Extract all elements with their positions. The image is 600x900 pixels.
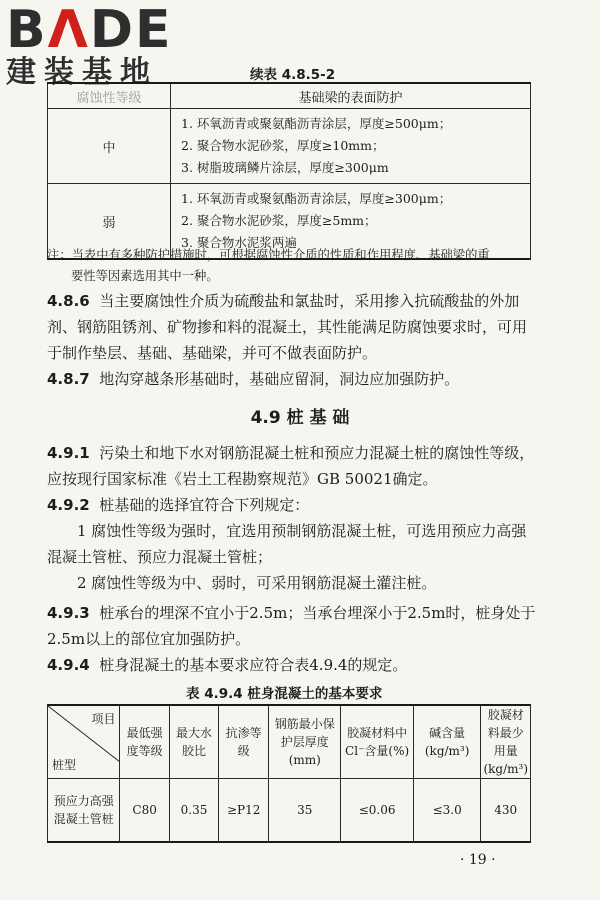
table-header-row	[48, 83, 531, 109]
clause-4-9-2-item-1: 1 腐蚀性等级为强时，宜选用预制钢筋混凝土桩，可选用预应力高强混凝土管桩、预应力混凝土管桩；	[47, 522, 527, 566]
header-min-binder: 胶凝材料最少用量(kg/m³)	[481, 705, 531, 779]
clause-text: 桩承台的埋深不宜小于2.5m；当承台埋深小于2.5m时，桩身处于2.5m以上的部位宜加强防护。	[47, 604, 536, 648]
logo-letter-b: B	[6, 0, 48, 60]
clause-text: 桩基础的选择宜符合下列规定：	[99, 496, 310, 514]
value-cell: 35	[269, 779, 341, 843]
header-max-wb-ratio: 最大水胶比	[169, 705, 218, 779]
clause-4-9-1	[47, 440, 539, 492]
clause-text: 污染土和地下水对钢筋混凝土桩和预应力混凝土桩的腐蚀性等级，应按现行国家标准《岩土工程勘察规范》GB 50021确定。	[47, 444, 535, 488]
list-item: 1. 环氧沥青或聚氨酯沥青涂层，厚度≥500μm；	[181, 116, 452, 131]
header-min-strength: 最低强度等级	[120, 705, 169, 779]
clause-4-8-6	[47, 288, 539, 366]
logo-letters-de: DE	[89, 0, 173, 60]
header-corrosion-level: 腐蚀性等级	[48, 83, 171, 109]
header-min-cover: 钢筋最小保护层厚度(mm)	[269, 705, 341, 779]
table-surface-protection	[47, 82, 531, 260]
clause-number: 4.8.6	[47, 292, 90, 310]
value-cell: ≤0.06	[341, 779, 413, 843]
clause-text: 当主要腐蚀性介质为硫酸盐和氯盐时，采用掺入抗硫酸盐的外加剂、钢筋阻锈剂、矿物掺和料的混凝土，其性能满足防腐蚀要求时，可用于制作垫层、基础、基础梁，并可不做表面防护。	[47, 292, 528, 362]
value-cell: C80	[120, 779, 169, 843]
clause-4-9-4	[47, 652, 539, 678]
corner-bottom-label: 桩型	[52, 758, 77, 772]
list-item: 3. 聚合物水泥浆两遍	[181, 235, 297, 250]
header-chloride: 胶凝材料中Cl⁻含量(%)	[341, 705, 413, 779]
table-row	[48, 109, 531, 184]
value-cell: ≥P12	[219, 779, 269, 843]
table1-note	[47, 245, 537, 287]
logo-subtitle: 建装基地	[6, 55, 158, 90]
list-item: 2. 聚合物水泥砂浆，厚度≥5mm；	[181, 213, 377, 228]
clause-text: 桩身混凝土的基本要求应符合表4.9.4的规定。	[99, 656, 408, 674]
clause-number: 4.9.2	[47, 496, 90, 514]
level-cell: 弱	[48, 184, 171, 260]
logo-letter-a: Λ	[47, 0, 90, 60]
clause-4-9-2	[47, 492, 539, 518]
header-impermeability: 抗渗等级	[219, 705, 269, 779]
clause-text: 地沟穿越条形基础时，基础应留洞，洞边应加强防护。	[99, 370, 460, 388]
value-cell: 0.35	[169, 779, 218, 843]
table-pile-concrete	[47, 704, 531, 843]
pile-type-cell: 预应力高强混凝土管桩	[48, 779, 120, 843]
clause-number: 4.9.1	[47, 444, 90, 462]
table2-caption: 表 4.9.4 桩身混凝土的基本要求	[186, 686, 383, 702]
items-cell	[171, 109, 531, 184]
list-item: 3. 树脂玻璃鳞片涂层，厚度≥300μm	[181, 160, 389, 175]
value-cell: 430	[481, 779, 531, 843]
clause-4-9-2-item-2: 2 腐蚀性等级为中、弱时，可采用钢筋混凝土灌注桩。	[77, 574, 437, 592]
table1-caption: 续表 4.8.5-2	[250, 67, 336, 83]
table-header-row	[48, 705, 531, 779]
list-item: 2. 聚合物水泥砂浆，厚度≥10mm；	[181, 138, 385, 153]
note-line-1: 注：当表中有多种防护措施时，可根据腐蚀性介质的性质和作用程度、基础梁的重	[47, 248, 490, 262]
clause-number: 4.9.3	[47, 604, 90, 622]
value-cell: ≤3.0	[413, 779, 481, 843]
level-cell: 中	[48, 109, 171, 184]
clause-number: 4.9.4	[47, 656, 90, 674]
section-title: 4.9 桩 基 础	[250, 408, 350, 428]
header-alkali: 碱含量(kg/m³)	[413, 705, 481, 779]
table-row	[48, 779, 531, 843]
corner-top-label: 项目	[91, 712, 116, 726]
clause-4-8-7	[47, 366, 539, 392]
note-line-2: 要性等因素选用其中一种。	[71, 269, 219, 283]
page-number: · 19 ·	[460, 852, 496, 868]
logo	[6, 2, 173, 90]
header-surface-protection: 基础梁的表面防护	[171, 83, 531, 109]
list-item: 1. 环氧沥青或聚氨酯沥青涂层，厚度≥300μm；	[181, 191, 452, 206]
clause-number: 4.8.7	[47, 370, 90, 388]
clause-4-9-3	[47, 600, 539, 652]
corner-header	[48, 705, 120, 779]
